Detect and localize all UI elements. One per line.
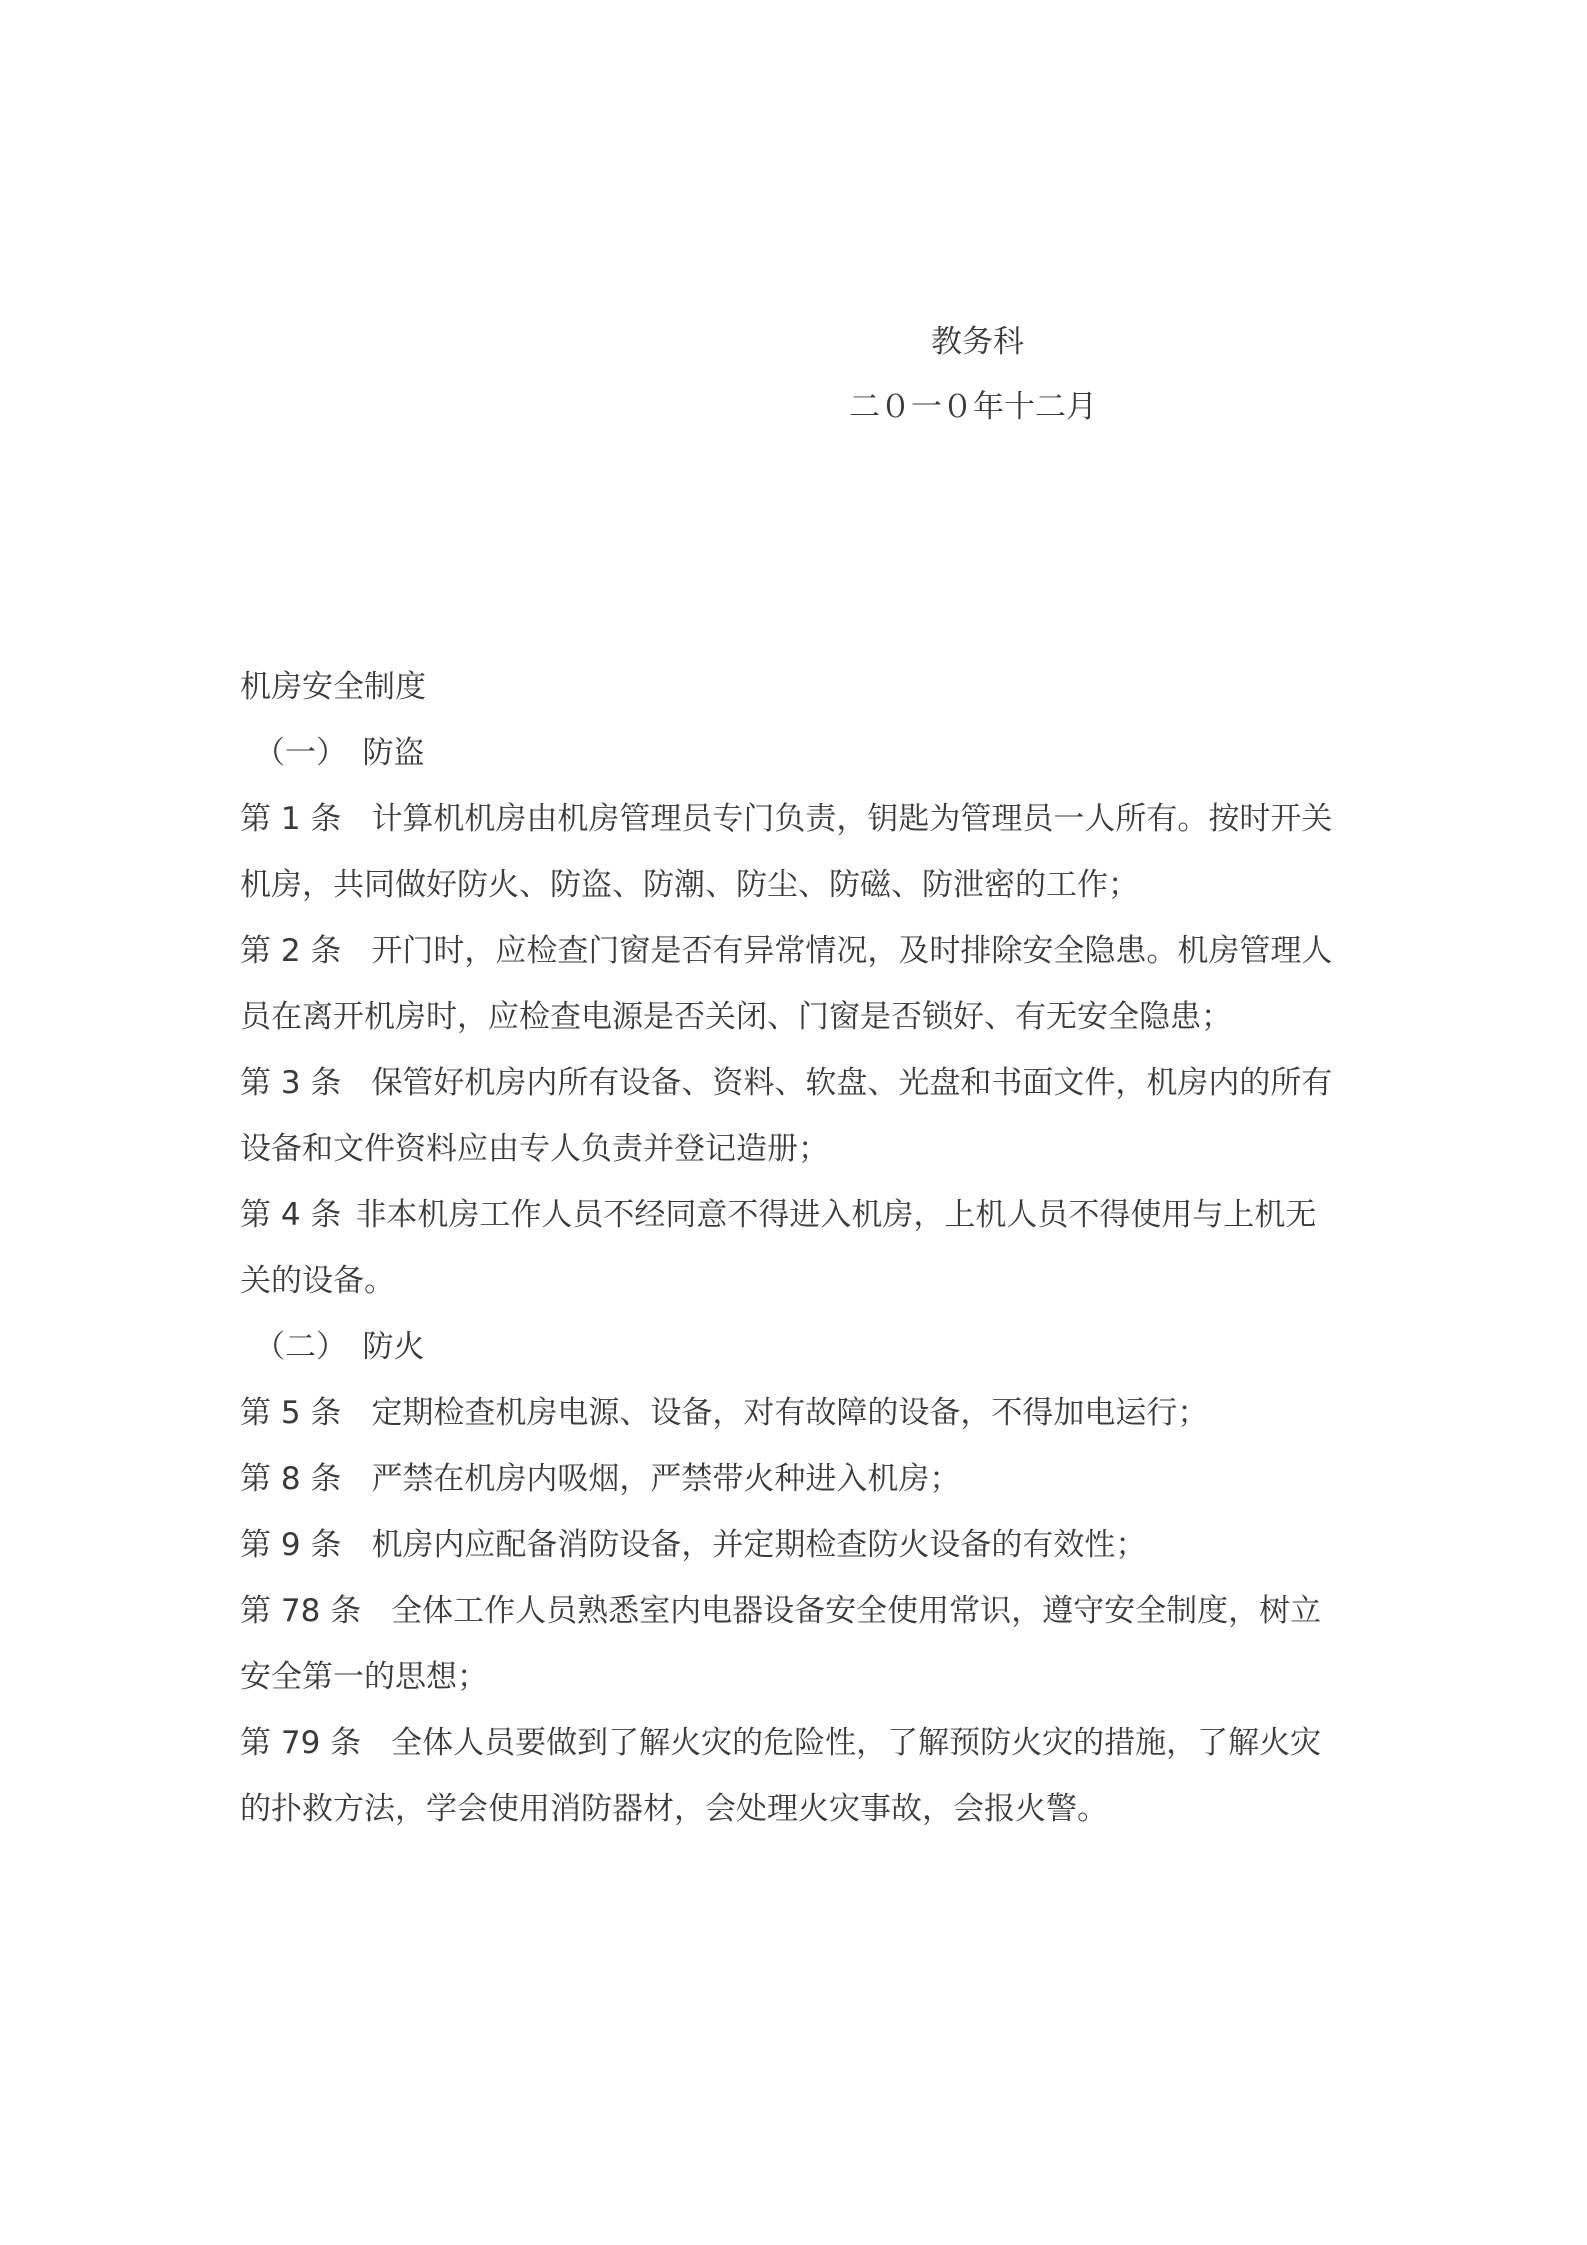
article-78 (240, 1578, 1360, 1644)
signature-department: 教务科 (931, 324, 1024, 360)
article-4-continued: 关的设备。 (240, 1263, 395, 1299)
article-3 (240, 1050, 1360, 1116)
article-text: 保管好机房内所有设备、资料、软盘、光盘和书面文件，机房内的所有 (371, 1065, 1333, 1101)
article-1 (240, 786, 1360, 852)
article-4 (240, 1182, 1360, 1248)
article-number: 第 79 条 (240, 1725, 362, 1761)
article-number: 第 78 条 (240, 1593, 362, 1629)
article-text: 全体人员要做到了解火灾的危险性，了解预防火灾的措施，了解火灾 (391, 1725, 1322, 1761)
article-78-continued: 安全第一的思想； (240, 1659, 488, 1695)
signature-date: 二０一０年十二月 (849, 389, 1097, 425)
article-number: 第 8 条 (240, 1461, 342, 1497)
section-heading-theft: （一） 防盗 (254, 735, 425, 771)
article-text: 开门时，应检查门窗是否有异常情况，及时排除安全隐患。机房管理人 (371, 933, 1333, 969)
article-9 (240, 1512, 1360, 1578)
article-number: 第 2 条 (240, 933, 342, 969)
article-text: 计算机机房由机房管理员专门负责，钥匙为管理员一人所有。按时开关 (371, 801, 1333, 837)
section-heading-fire: （二） 防火 (254, 1329, 425, 1365)
article-text: 定期检查机房电源、设备，对有故障的设备，不得加电运行； (371, 1395, 1209, 1431)
article-text: 机房内应配备消防设备，并定期检查防火设备的有效性； (371, 1527, 1147, 1563)
article-number: 第 5 条 (240, 1395, 342, 1431)
article-text: 全体工作人员熟悉室内电器设备安全使用常识，遵守安全制度，树立 (391, 1593, 1322, 1629)
article-number: 第 1 条 (240, 801, 342, 837)
document-body (240, 654, 1360, 1842)
article-5 (240, 1380, 1360, 1446)
article-2-continued: 员在离开机房时，应检查电源是否关闭、门窗是否锁好、有无安全隐患； (240, 999, 1232, 1035)
article-number: 第 4 条 (240, 1197, 342, 1233)
document-title: 机房安全制度 (240, 669, 426, 705)
article-number: 第 9 条 (240, 1527, 342, 1563)
article-1-continued: 机房，共同做好防火、防盗、防潮、防尘、防磁、防泄密的工作； (240, 867, 1139, 903)
article-79-continued: 的扑救方法，学会使用消防器材，会处理火灾事故，会报火警。 (240, 1791, 1108, 1827)
article-2 (240, 918, 1360, 984)
article-number: 第 3 条 (240, 1065, 342, 1101)
article-79 (240, 1710, 1360, 1776)
article-3-continued: 设备和文件资料应由专人负责并登记造册； (240, 1131, 829, 1167)
article-text: 非本机房工作人员不经同意不得进入机房，上机人员不得使用与上机无 (355, 1197, 1317, 1233)
article-8 (240, 1446, 1360, 1512)
article-text: 严禁在机房内吸烟，严禁带火种进入机房； (371, 1461, 961, 1497)
